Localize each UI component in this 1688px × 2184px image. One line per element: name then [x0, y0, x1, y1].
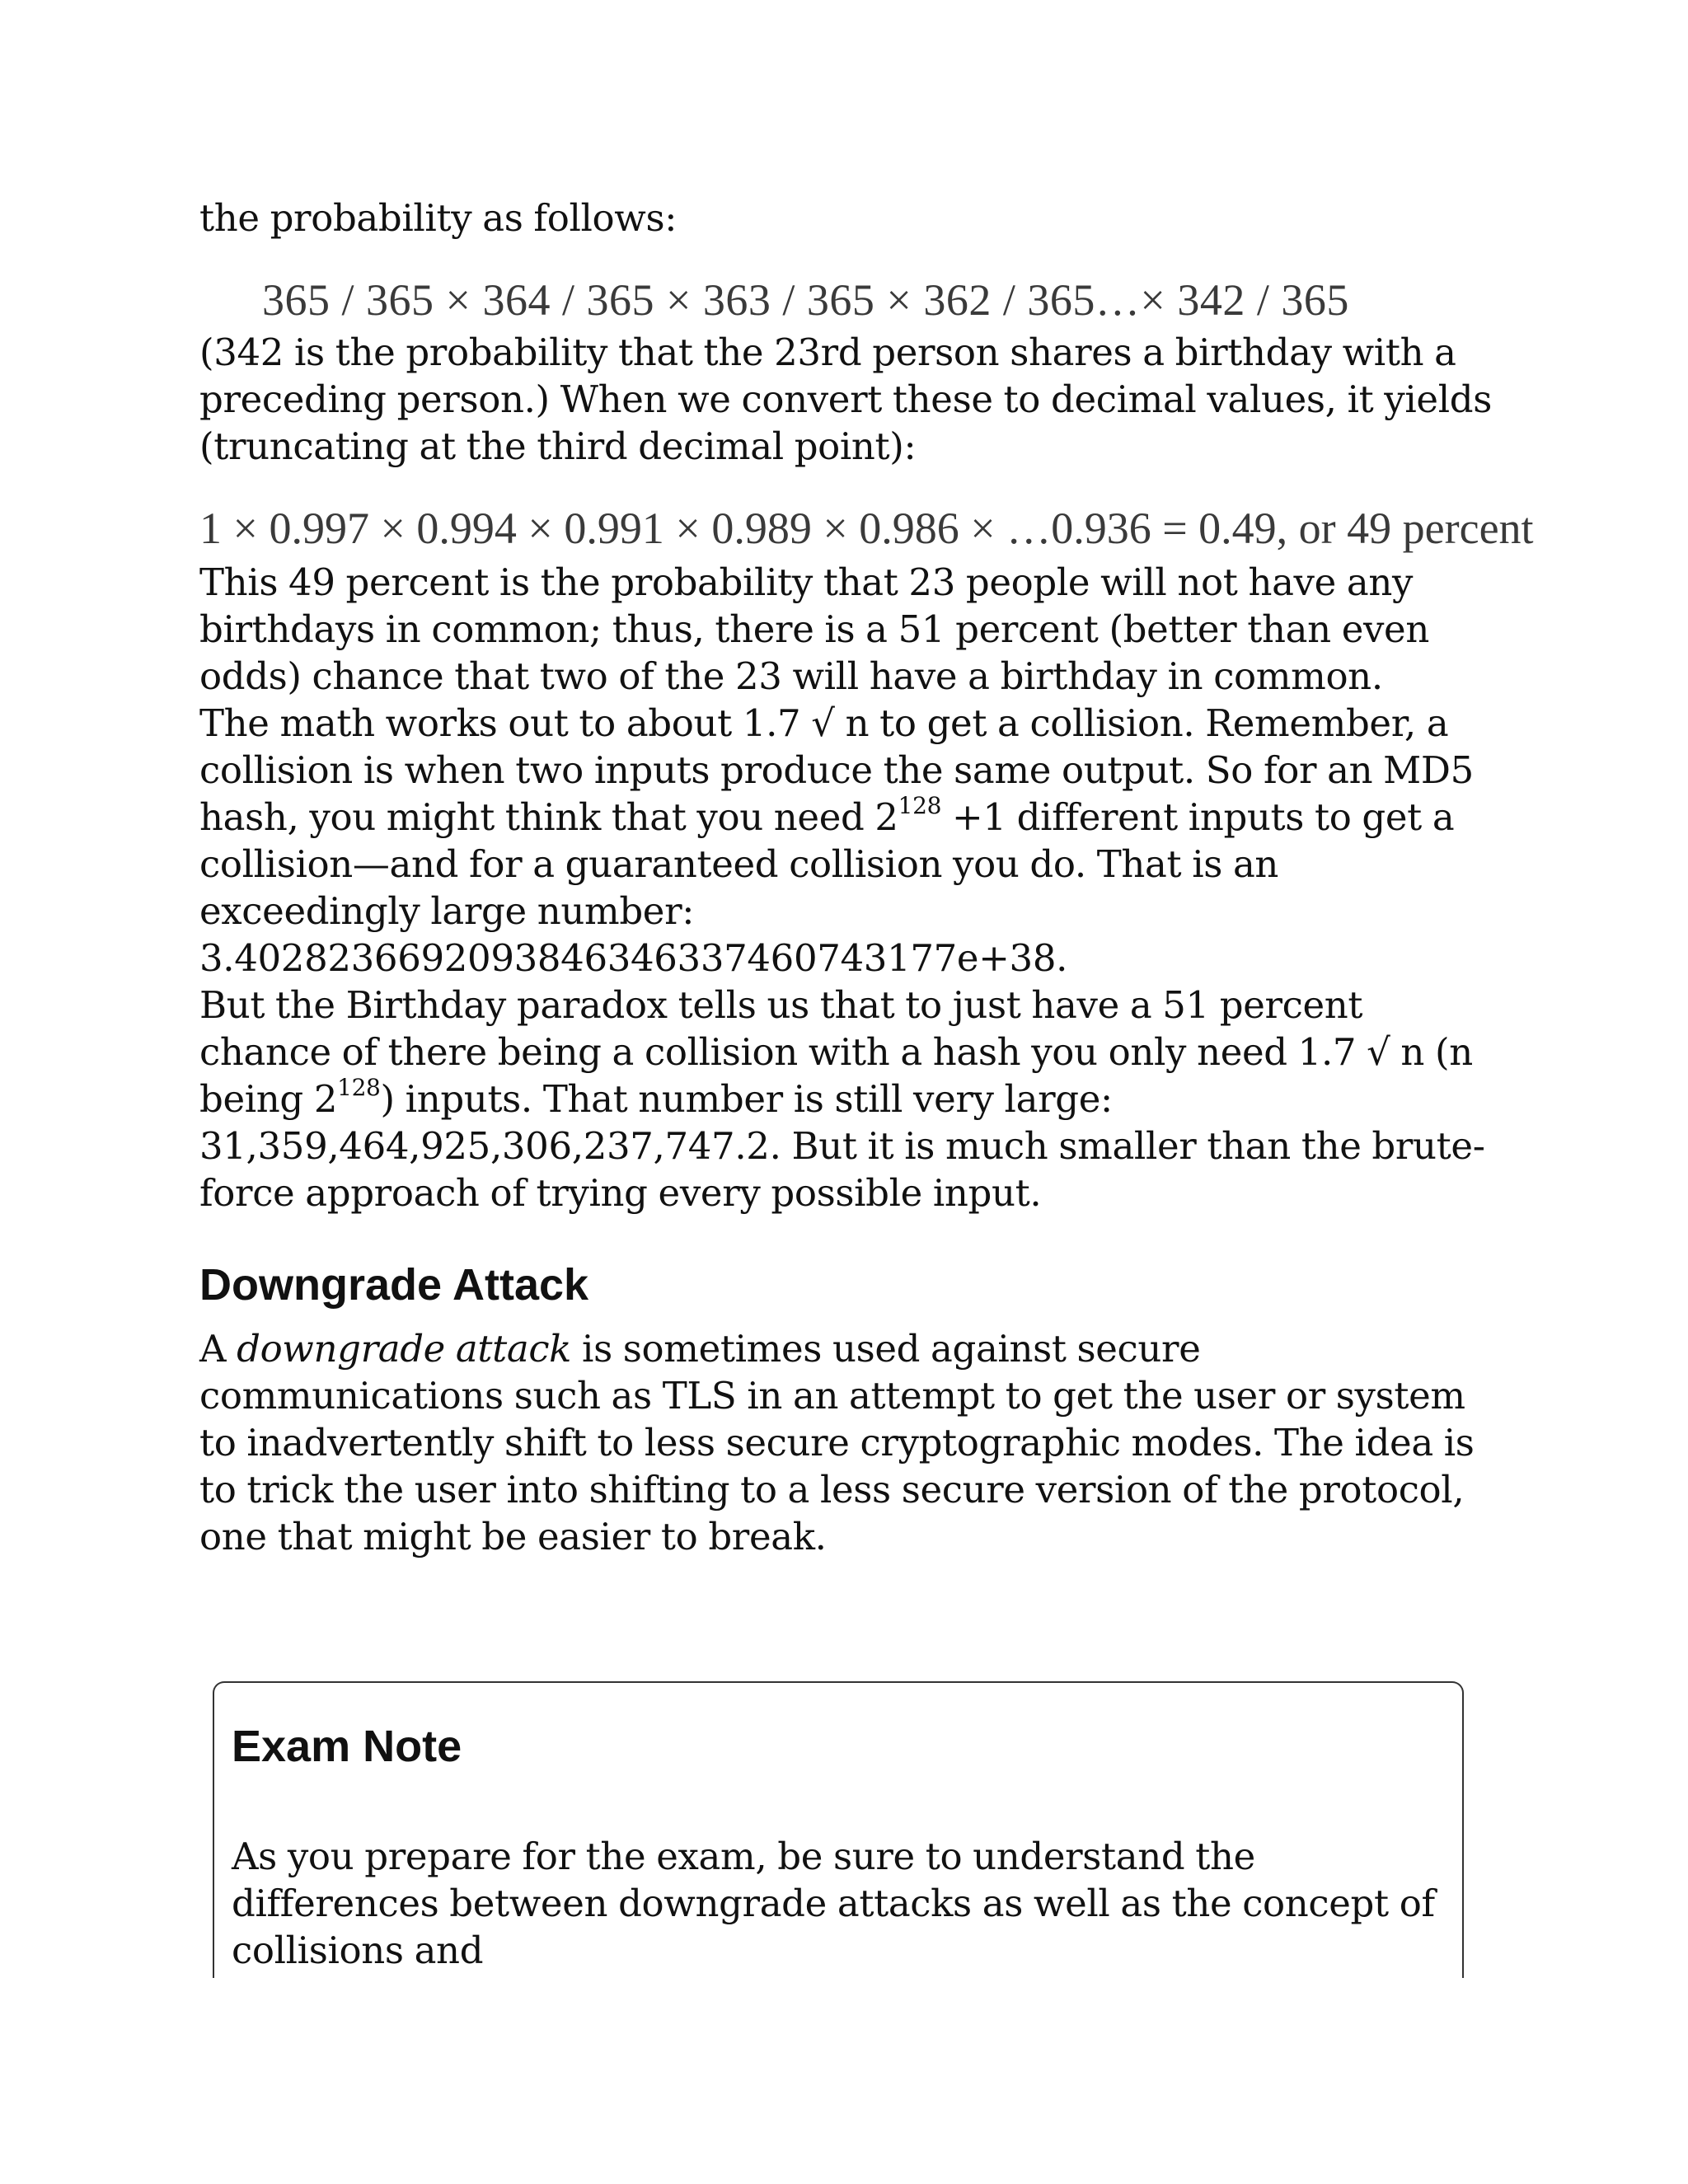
intro-text: the probability as follows:	[199, 196, 678, 240]
paragraph-birthday-paradox-part2: ) inputs. That number is still very large: 31,359,464,925,306,237,747.2. But it is much smaller than the brute-force approach of trying every possible input.	[199, 1077, 1485, 1215]
paragraph-collision-math-part2: +1 different inputs to get a collision—and for a guaranteed collision you do. That is an exceedingly large number: 3.4028236692093846346337460743177e+38.	[199, 795, 1455, 980]
exam-note-title: Exam Note	[232, 1722, 462, 1771]
exponent-128: 128	[898, 792, 942, 819]
probability-equation: 365 / 365 × 364 / 365 × 363 / 365 × 362 / 365…× 342 / 365	[262, 275, 1349, 325]
term-downgrade-attack: downgrade attack	[237, 1327, 572, 1371]
exam-note-box	[213, 1681, 1464, 1978]
paragraph-collision-math-part1: The math works out to about 1.7 √ n to get a collision. Remember, a collision is when two inputs produce the same output. So for an MD5 hash, you might think that you need 2	[199, 701, 1474, 839]
paragraph-49-percent: This 49 percent is the probability that 23 people will not have any birthdays in common; thus, there is a 51 percent (better than even odds) chance that two of the 23 will have a birthday in common.	[199, 560, 1429, 698]
paragraph-collision-math	[199, 700, 1493, 982]
paragraph-downgrade-part1: A	[199, 1327, 237, 1371]
exam-note-text: As you prepare for the exam, be sure to understand the differences between downgrade attacks as well as the concept of collisions and	[232, 1835, 1435, 1972]
paragraph-birthday-paradox-part1: But the Birthday paradox tells us that to just have a 51 percent chance of there being a collision with a hash you only need 1.7 √ n (n being 2	[199, 983, 1473, 1121]
paragraph-birthday-paradox	[199, 982, 1493, 1216]
paragraph-downgrade-part2: is sometimes used against secure communications such as TLS in an attempt to get the user or system to inadvertently shift to less secure cryptographic modes. The idea is to trick the user into shifting to a less secure version of the protocol, one that might be easier to break.	[199, 1327, 1475, 1558]
exponent-128-second: 128	[337, 1074, 381, 1101]
paragraph-downgrade-attack	[199, 1325, 1493, 1560]
paragraph-342-explanation: (342 is the probability that the 23rd person shares a birthday with a preceding person.) When we convert these to decimal values, it yields (truncating at the third decimal point):	[199, 330, 1492, 468]
page-content	[199, 194, 1534, 1560]
decimal-equation: 1 × 0.997 × 0.994 × 0.991 × 0.989 × 0.986 × …0.936 = 0.49, or 49 percent	[199, 504, 1534, 553]
section-heading-downgrade-attack: Downgrade Attack	[199, 1260, 589, 1310]
